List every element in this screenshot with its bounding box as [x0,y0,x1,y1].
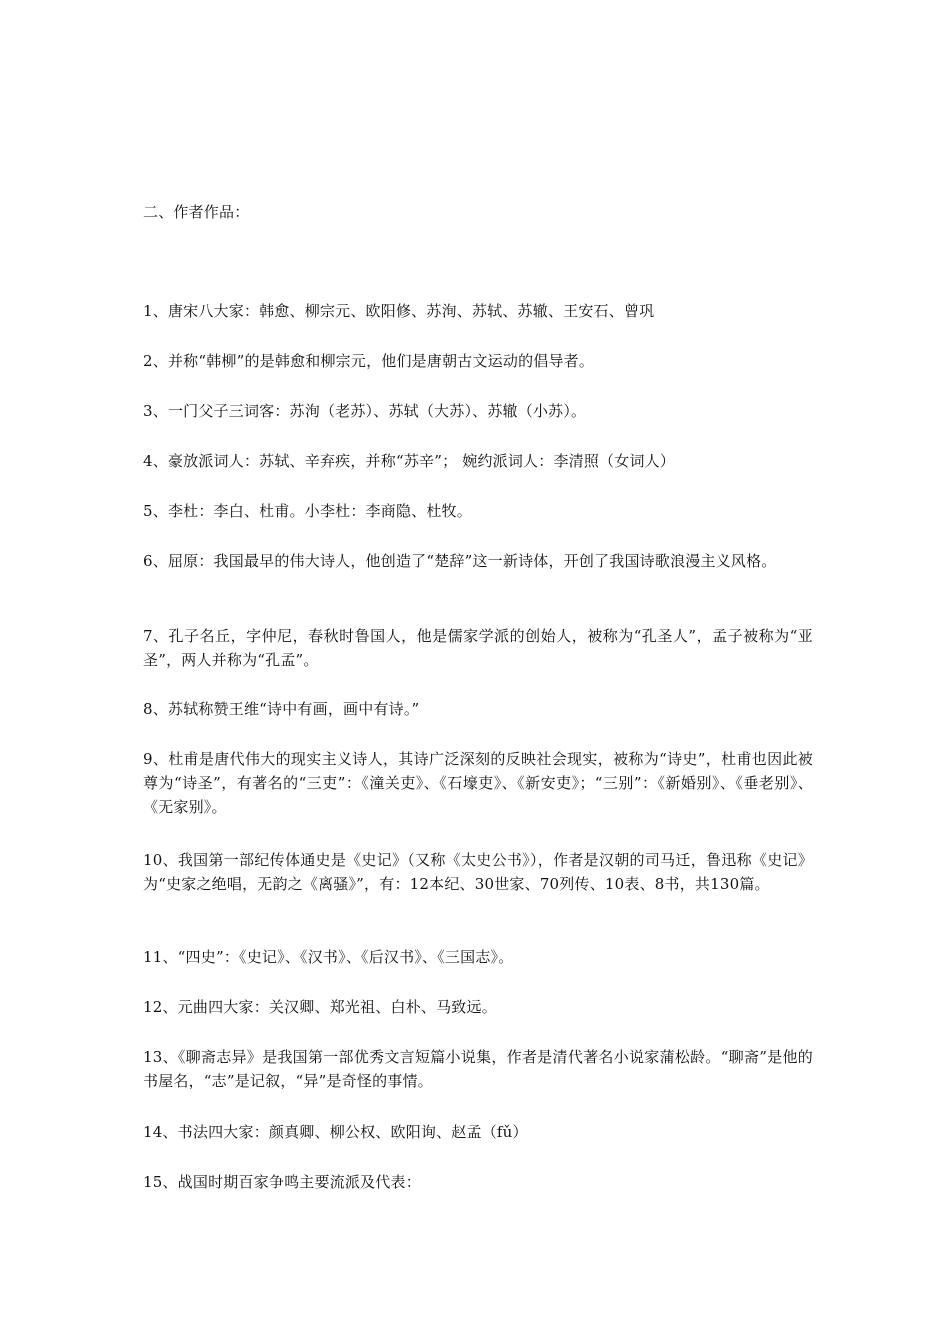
list-item: 9、杜甫是唐代伟大的现实主义诗人，其诗广泛深刻的反映社会现实，被称为“诗史”，杜甫也因此被尊为“诗圣”，有著名的“三吏”：《潼关吏》、《石壕吏》、《新安吏》；“三别”：《新婚别》、《垂老别》、《无家别》。 [143,750,813,816]
list-item: 12、元曲四大家：关汉卿、郑光祖、白朴、马致远。 [143,998,497,1016]
list-item: 15、战国时期百家争鸣主要流派及代表： [143,1173,421,1191]
list-item: 7、孔子名丘，字仲尼，春秋时鲁国人，他是儒家学派的创始人，被称为“孔圣人”，孟子被称为“亚圣”，两人并称为“孔孟”。 [143,627,813,669]
list-item: 1、唐宋八大家：韩愈、柳宗元、欧阳修、苏洵、苏轼、苏辙、王安石、曾巩 [143,302,655,320]
list-item: 6、屈原：我国最早的伟大诗人，他创造了“楚辞”这一新诗体，开创了我国诗歌浪漫主义风格。 [143,552,777,570]
section-heading: 二、作者作品： [143,203,250,221]
list-item: 14、书法四大家：颜真卿、柳公权、欧阳询、赵孟（fǔ） [143,1123,528,1141]
list-item: 2、并称“韩柳”的是韩愈和柳宗元，他们是唐朝古文运动的倡导者。 [143,352,595,370]
list-item: 4、豪放派词人：苏轼、辛弃疾，并称“苏辛”； 婉约派词人：李清照（女词人） [143,452,676,470]
list-item: 3、一门父子三词客：苏洵（老苏）、苏轼（大苏）、苏辙（小苏）。 [143,402,587,420]
list-item: 13、《聊斋志异》是我国第一部优秀文言短篇小说集，作者是清代著名小说家蒲松龄。“聊斋”是他的书屋名，“志”是记叙，“异”是奇怪的事情。 [143,1048,813,1090]
list-item: 11、“四史”：《史记》、《汉书》、《后汉书》、《三国志》。 [143,948,514,966]
list-item: 10、我国第一部纪传体通史是《史记》（又称《太史公书》），作者是汉朝的司马迁，鲁迅称《史记》为“史家之绝唱，无韵之《离骚》”，有：12本纪、30世家、70列传、10表、8书，共130篇。 [143,851,813,893]
list-item: 5、李杜：李白、杜甫。小李杜：李商隐、杜牧。 [143,502,472,520]
list-item: 8、苏轼称赞王维“诗中有画，画中有诗。” [143,700,420,718]
